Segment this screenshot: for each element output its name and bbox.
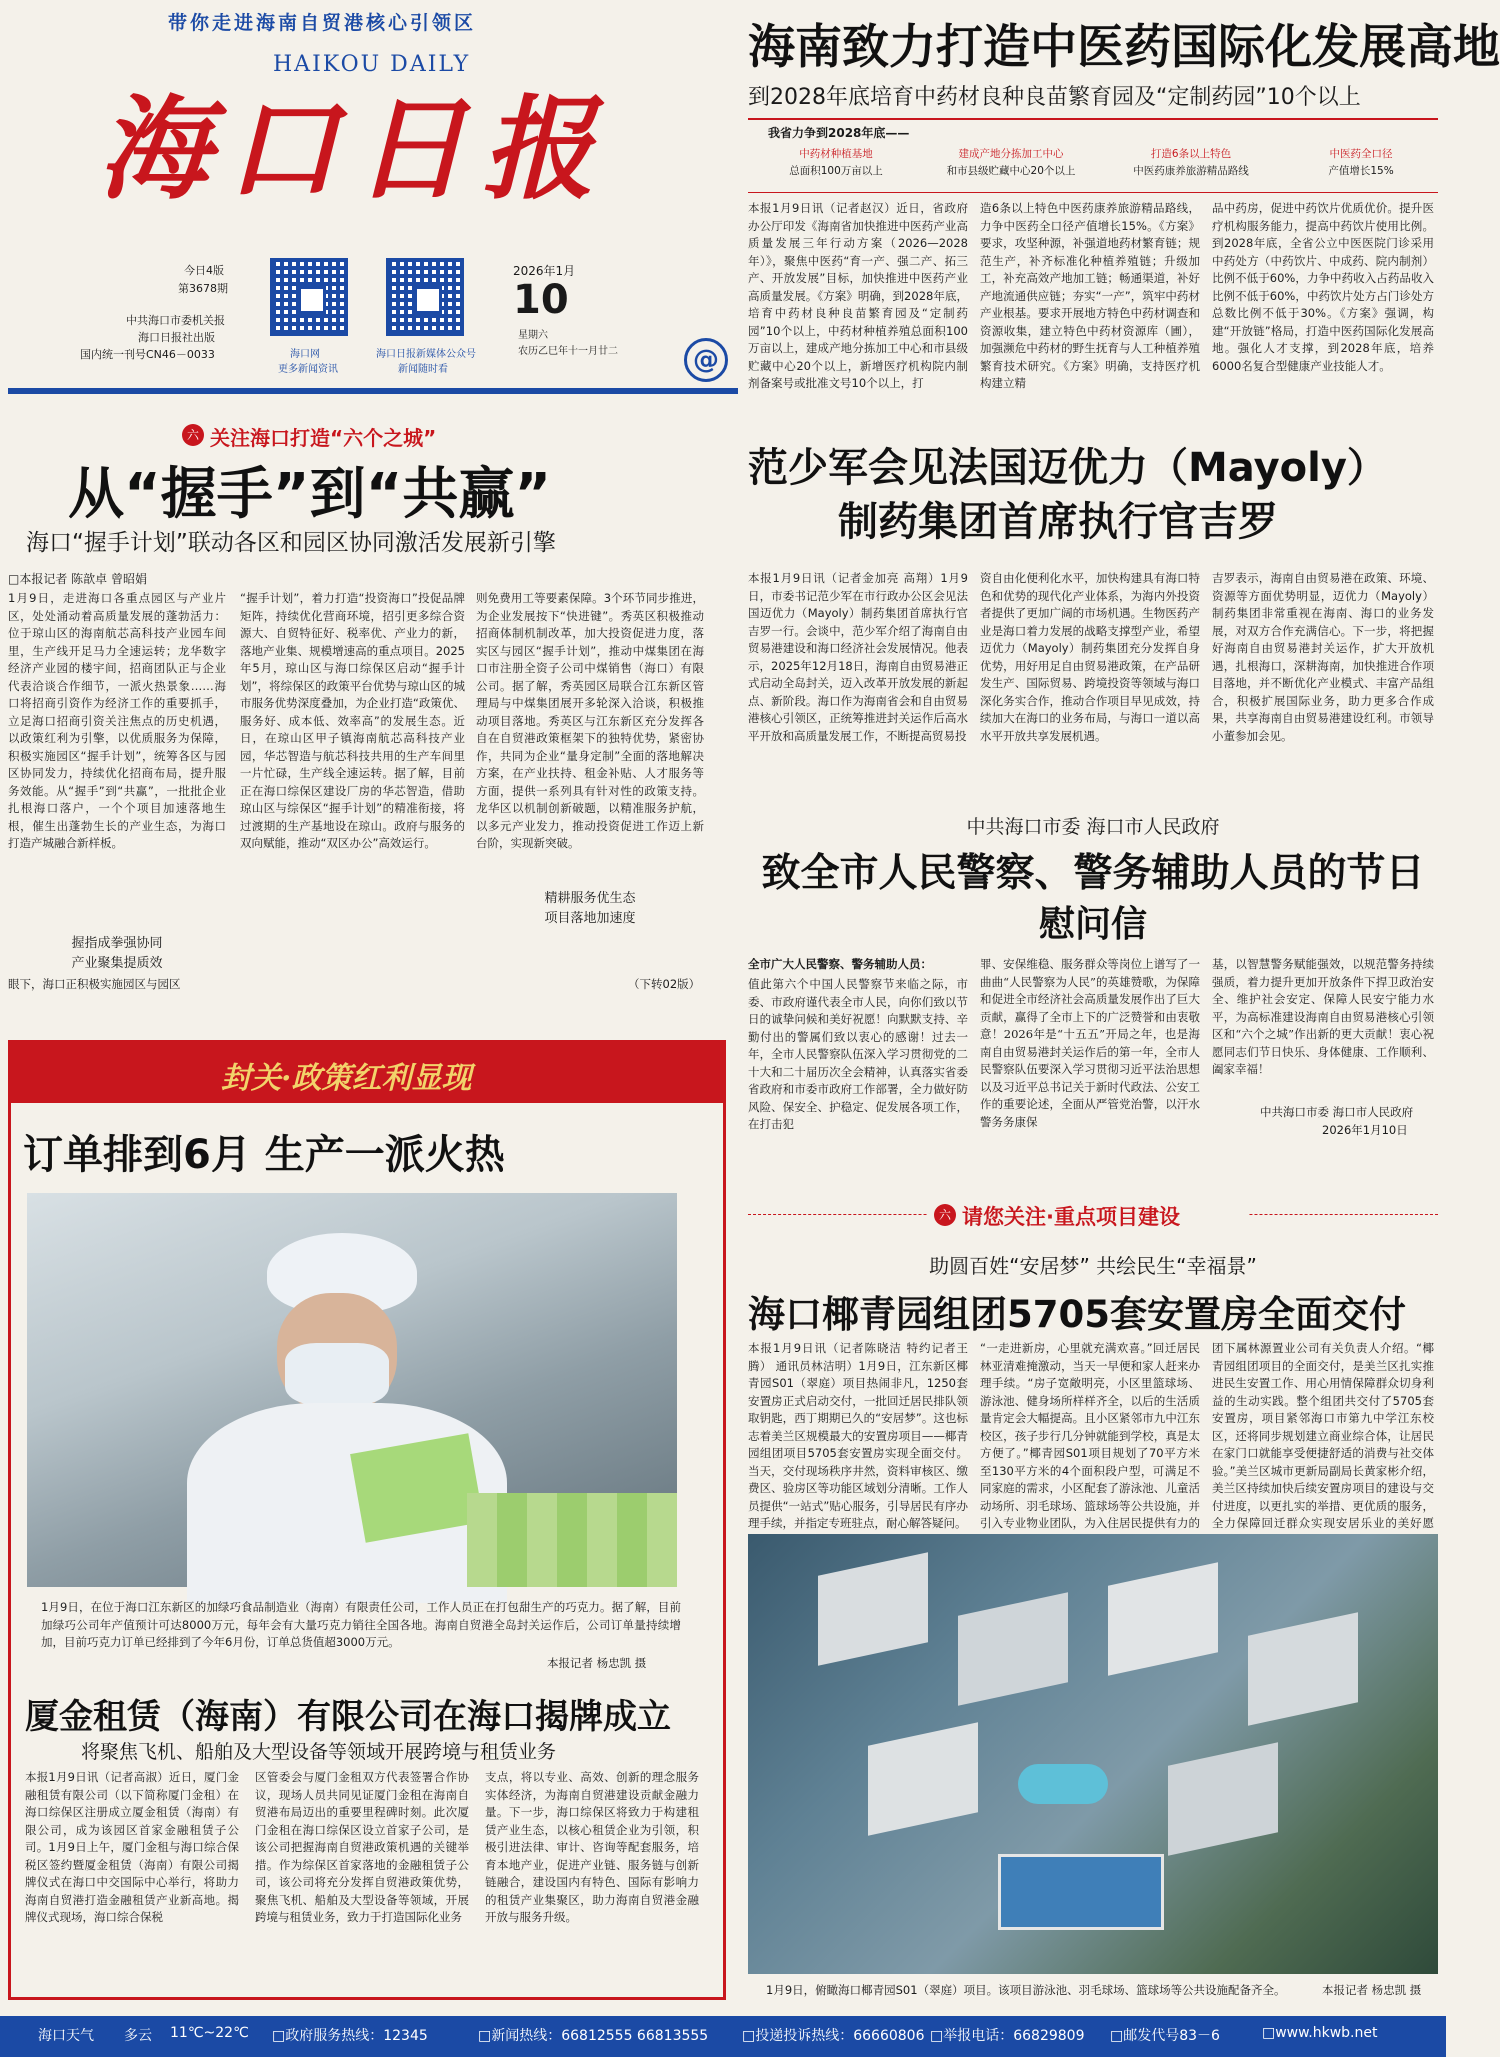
lunar-date: 农历乙巳年十一月廿二	[518, 346, 618, 357]
letter-story	[748, 808, 1438, 1184]
feature-photo[interactable]	[27, 1193, 677, 1587]
photo-worker-mask	[285, 1343, 389, 1405]
kicker-logo-icon-2: 六	[934, 1204, 956, 1226]
feature-headline[interactable]: 订单排到6月 生产一派火热	[23, 1132, 505, 1178]
photo-tower-1	[818, 1552, 928, 1665]
footer-weather-label: 海口天气	[38, 2028, 94, 2044]
masthead-english-name: HAIKOU DAILY	[273, 52, 471, 77]
figure-item-3	[1106, 146, 1276, 180]
project-aerial-photo[interactable]	[748, 1534, 1438, 1974]
figure-item-4-text: 产值增长15%	[1328, 165, 1394, 177]
callout-2-line-1: 握指成拳强协同	[71, 936, 163, 951]
masthead-logo: 海口日报	[98, 84, 610, 215]
figure-item-2-text: 和市县级贮藏中心20个以上	[946, 165, 1076, 177]
left-story-subhead: 海口“握手计划”联动各区和园区协同激活发展新引擎	[26, 530, 556, 556]
left-story-kicker: 关注海口打造“六个之城”	[210, 426, 437, 450]
photo-tower-3	[1108, 1562, 1218, 1675]
top-story-subhead: 到2028年底培育中药材良种良苗繁育园及“定制药园”10个以上	[748, 85, 1361, 110]
top-story-col-2: 造6条以上特色中医药康养旅游精品路线，力争中医药全口径产值增长15%。《方案》要求，攻坚种源，补强道地药材繁育链；规范生产，补齐标准化种植养殖链；升级加工，补充高效产地加工链；畅通渠道，补好产地流通供应链；夯实“一产”，筑牢中药材产业根基。要求开展地方特色中药材调查和资源收集，建立特色中药材资源库（圃），加强濒危中药材的野生抚育与人工种植养殖繁育技术研究。《方案》明确，支持医疗机构建立精	[980, 201, 1200, 390]
letter-headline[interactable]: 致全市人民警察、警务辅助人员的节日	[761, 851, 1425, 896]
publisher-line-1: 中共海口市委机关报	[126, 314, 225, 327]
letter-signature: 中共海口市委 海口市人民政府	[1260, 1105, 1414, 1119]
project-kicker: 请您关注·重点项目建设	[962, 1205, 1180, 1229]
project-photo-caption: 1月9日，俯瞰海口椰青园S01（翠庭）项目。该项目游泳池、羽毛球场、篮球场等公共设施配备齐全。	[766, 1983, 1286, 1997]
qr1-caption: 海口网	[290, 349, 320, 360]
xiamen-subhead: 将聚焦飞机、船舶及大型设备等领域开展跨境与租赁业务	[81, 1741, 557, 1763]
photo-tower-2	[958, 1592, 1068, 1705]
cn-code: 国内统一刊号CN46－0033	[80, 348, 215, 361]
project-subhead: 助圆百姓“安居梦” 共绘民生“幸福景”	[929, 1254, 1257, 1278]
callout-box-1	[476, 885, 704, 935]
photo-pool	[1018, 1764, 1108, 1804]
top-story-col-3: 品中药房，促进中药饮片优质优价。提升医疗机构服务能力，提高中药饮片使用比例。到2028年底，全省公立中医医院门诊采用中药处方（中药饮片、中成药、院内制剂）比例不低于60%，力争中药收入占药品收入比例不低于60%，中药饮片处方占门诊处方总数比例不低于30%。《方案》强调，构建“开放链”格局，打造中医药国际化发展高地。强化人才支撑，到2028年底，培养6000名复合型健康产业技能人才。	[1212, 201, 1434, 373]
feature-left	[8, 1040, 726, 2000]
issue-date-month: 2026年1月	[513, 264, 576, 278]
mayoly-col-3: 吉罗表示，海南自由贸易港在政策、环境、资源等方面优势明显，迈优力（Mayoly）制药集团非常重视在海南、海口的业务发展，对双方合作充满信心。下一步，将把握好海南自由贸易港封关运作，扩大开放机遇，扎根海口，深耕海南，加快推进合作项目落地，并不断优化产业模式、丰富产品组合，积极扩展国际业务，助力更多合作成果，共享海南自由贸易港建设红利。市领导小董参加会见。	[1212, 571, 1434, 743]
publisher-line-2: 海口日报社出版	[138, 331, 215, 344]
project-col-2: “一走进新房，心里就充满欢喜。”回迁居民林亚清难掩激动，当天一早便和家人赶来办理手续。“房子宽敞明亮，小区里篮球场、游泳池、健身场所样样齐全，以后的生活质量肯定会大幅提高。且小区紧邻市九中江东校区，孩子步行几分钟就能到学校，真是太方便了。”椰青园S01项目规划了70平方米至130平方米的4个面积段户型，可满足不同家庭的需求，小区配套了游泳池、儿童活动场所、羽毛球场、篮球场等公共设施，并引入专业物业团队，为入住居民提供有力的	[980, 1341, 1200, 1530]
letter-col-3: 基，以智慧警务赋能强效，以规范警务持续强质，着力提升更加开放条件下捍卫政治安全、维护社会安定、保障人民安宁能力水平，为高标准建设海南自由贸易港核心引领区和“六个之城”作出新的更大贡献！衷心祝愿同志们节日快乐、身体健康、工作顺利、阖家幸福！	[1212, 957, 1434, 1076]
footer-website[interactable]: □www.hkwb.net	[1262, 2025, 1378, 2041]
figure-item-2	[926, 146, 1096, 180]
figure-item-1-text: 总面积100万亩以上	[789, 165, 883, 177]
callout-box-2	[8, 930, 226, 980]
letter-col-1: 值此第六个中国人民警察节来临之际，市委、市政府谨代表全市人民，向你们致以节日的诚挚问候和美好祝愿！向默默支持、辛勤付出的警属们致以衷心的感谢！过去一年，全市人民警察队伍深入学习贯彻党的二十大和二十届历次全会精神，认真落实省委省政府和市委市政府工作部署，全力做好防风险、保安全、护稳定、促发展各项工作，在打击犯	[748, 977, 968, 1131]
weekday: 星期六	[518, 330, 548, 341]
footer-service-hotline: □政府服务热线：12345	[272, 2028, 428, 2044]
footer-report-hotline: □举报电话：66829809	[930, 2028, 1085, 2044]
masthead	[8, 0, 748, 396]
footer-news-hotline: □新闻热线：66812555 66813555	[478, 2028, 709, 2044]
footer-weather: 多云	[124, 2028, 152, 2044]
at-icon: @	[684, 338, 728, 382]
project-kicker-box	[928, 1200, 1248, 1230]
left-story-byline: □本报记者 陈歆卓 曾昭娟	[8, 572, 147, 586]
figure-box-title: 我省力争到2028年底——	[768, 126, 910, 140]
qr2-subcaption: 新闻随时看	[398, 364, 448, 375]
xiamen-col-1: 本报1月9日讯（记者高淑）近日，厦门金融租赁有限公司（以下简称厦门金租）在海口综保区注册成立厦金租赁（海南）有限公司，成为该园区首家金融租赁子公司。1月9日上午，厦门金租与海口综合保税区签约暨厦金租赁（海南）有限公司揭牌仪式在海口中交国际中心举行，将助力海南自贸港打造金融租赁产业新高地。揭牌仪式现场，海口综合保税	[25, 1770, 239, 1924]
photo-tower-4	[1248, 1612, 1358, 1725]
footer-postal-code: □邮发代号83－6	[1110, 2028, 1220, 2044]
figure-item-4-label: 中医药全口径	[1329, 148, 1393, 160]
xiamen-col-2: 区管委会与厦门金租双方代表签署合作协议，现场人员共同见证厦门金租在海南自贸港布局迈出的重要里程碑时刻。此次厦门金租在海口综保区设立首家子公司，是该公司把握海南自贸港政策机遇的关键举措。作为综保区首家落地的金融租赁子公司，该公司将充分发挥自贸港政策优势，聚焦飞机、船舶及大型设备等领域，开展跨境与租赁业务，致力于打造国际化业务	[255, 1770, 469, 1924]
mayoly-story	[748, 430, 1438, 800]
left-story-col-1: 1月9日，走进海口各重点园区与产业片区，处处涌动着高质量发展的蓬勃活力：位于琼山区的海南航芯高科技产业园车间里，生产线开足马力全速运转；龙华数字经济产业园的楼宇间，招商团队正与企业代表洽谈合作细节，一派火热景象……海口将招商引资作为经济工作的重要抓手，立足海口招商引资关注焦点的历史机遇，以政策红利为引擎，以优质服务为保障，积极实施园区“握手计划”，统筹各区与园区协同发力，持续优化招商布局，提升服务效能。从“握手”到“共赢”，一批批企业扎根海口落户，一个个项目加速落地生根，催生出蓬勃生长的产业生态，为海口打造产城融合新样板。	[8, 591, 226, 850]
edition-count: 今日4版	[184, 264, 224, 277]
top-story-figure-box	[748, 118, 1438, 193]
continued-marker[interactable]: （下转02版）	[628, 977, 701, 991]
figure-item-2-label: 建成产地分拣加工中心	[958, 148, 1064, 160]
qr2-caption: 海口日报新媒体公众号	[376, 349, 476, 360]
letter-col-2: 罪、安保维稳、服务群众等岗位上谱写了一曲曲“人民警察为人民”的英雄赞歌，为保障和促进全市经济社会高质量发展作出了巨大贡献，赢得了全市上下的广泛赞誉和由衷敬意！2026年是“十五五”开局之年，也是海南自由贸易港封关运作后的第一年，全市人民警察队伍要深入学习贯彻习近平法治思想以及习近平总书记关于新时代政法、公安工作的重要论述，全面从严管党治警，以汗水警务务康保	[980, 957, 1200, 1129]
feature-photo-caption: 1月9日，在位于海口江东新区的加绿巧食品制造业（海南）有限责任公司，工作人员正在打包甜生产的巧克力。据了解，目前加绿巧公司年产值预计可达8000万元，每年会有大量巧克力销往全国各地。海南自贸港全岛封关运作后，公司订单量持续增加，目前巧克力订单已经排到了今年6月份，订单总货值超3000万元。	[41, 1600, 681, 1649]
feature-photo-credit: 本报记者 杨忠凯 摄	[547, 1656, 647, 1670]
letter-salutation: 全市广大人民警察、警务辅助人员：	[748, 957, 932, 971]
project-story	[748, 1200, 1438, 2008]
photo-courts	[998, 1854, 1164, 1930]
footer-complaint-hotline: □投递投诉热线：66660806	[742, 2028, 925, 2044]
photo-tower-5	[868, 1722, 978, 1835]
feature-banner-text: 封关·政策红利显现	[221, 1061, 472, 1096]
figure-item-1	[756, 146, 916, 180]
letter-headline-2[interactable]: 慰问信	[1038, 904, 1147, 945]
xiamen-col-3: 支点，将以专业、高效、创新的理念服务实体经济，为海南自贸港建设贡献金融力量。下一步，海口综保区将致力于构建租赁产业生态，以核心租赁企业为引领，积极引进法律、审计、咨询等配套服务，培育本地产业，促进产业链、服务链与创新链融合，建设国内有特色、国际有影响力的租赁产业集聚区，助力海南自贸港金融开放与服务升级。	[485, 1770, 699, 1924]
top-story-headline[interactable]: 海南致力打造中医药国际化发展高地	[748, 20, 1500, 75]
mayoly-headline-2[interactable]: 制药集团首席执行官吉罗	[838, 499, 1278, 545]
top-story-col-1: 本报1月9日讯（记者赵汉）近日，省政府办公厅印发《海南省加快推进中医药产业高质量发展三年行动方案（2026—2028年）》，聚焦中医药“育一产、强二产、拓三产、开放发展”目标，加快推进中医药产业高质量发展。《方案》明确，到2028年底，培育中药材良种良苗繁育园及“定制药园”10个以上，中药材种植养殖总面积100万亩以上，建成产地分拣加工中心和市县级贮藏中心20个以上，新增医疗机构院内制剂备案号或批准文号10个以上，打	[748, 201, 968, 390]
project-headline[interactable]: 海口椰青园组团5705套安置房全面交付	[748, 1293, 1406, 1336]
letter-sign-date: 2026年1月10日	[1322, 1123, 1408, 1137]
qr1-subcaption: 更多新闻资讯	[278, 364, 338, 375]
left-story-col-2: “握手计划”，着力打造“投资海口”投促品牌矩阵，持续优化营商环境，招引更多综合资源大、自贸特征好、税率优、产业力的新，落地产业集、规模增速高的重点项目。2025年5月，琼山区与海口综保区启动“握手计划”，将综保区的政策平台优势与琼山区的城市服务优势深度叠加，为企业打造“政策优、服务好、成本低、效率高”的发展生态。近日，在琼山区甲子镇海南航芯高科技产业园，华芯智造与航芯科技共用的生产车间里一片忙碌，生产线全速运转。据了解，目前正在海口综保区建设厂房的华芯智造，借助琼山区与综保区“握手计划”的精准衔接，将过渡期的生产基地设在琼山。政府与服务的双向赋能，推动“双区办公”高效运行。	[240, 591, 465, 850]
feature-banner	[11, 1043, 723, 1103]
left-story-tail: 眼下，海口正积极实施园区与园区	[8, 977, 181, 991]
mayoly-headline-1[interactable]: 范少军会见法国迈优力（Mayoly）	[748, 445, 1387, 491]
issue-date-day: 10	[513, 277, 569, 323]
photo-product-stack	[467, 1493, 677, 1587]
footer-temp: 11℃~22℃	[170, 2025, 249, 2041]
masthead-rule	[8, 388, 738, 394]
callout-1-line-1: 精耕服务优生态	[544, 891, 636, 906]
top-story	[748, 0, 1500, 426]
callout-2-line-2: 产业聚集提质效	[71, 956, 163, 971]
callout-1-line-2: 项目落地加速度	[544, 911, 636, 926]
kicker-logo-icon: 六	[182, 424, 204, 446]
mayoly-col-1: 本报1月9日讯（记者金加亮 高翔）1月9日，市委书记范少军在市行政办公区会见法国迈优力（Mayoly）制药集团首席执行官吉罗一行。会谈中，范少军介绍了海南自由贸易港建设和海口经济社会发展情况。他表示，2025年12月18日，海南自由贸易港正式启动全岛封关，迈入改革开放发展的新起点、新阶段。海口作为海南省会和自由贸易港核心引领区，正统筹推进封关运作后高水平开放和高质量发展工作，不断提高贸易投	[748, 571, 968, 743]
project-col-3: 团下属林源置业公司有关负责人介绍。“椰青园组团项目的全面交付，是美兰区扎实推进民生安置工作、用心用情保障群众切身利益的生动实践。整个组团共交付了5705套安置房，项目紧邻海口市第九中学江东校区，还将同步规划建立商业综合体，让居民在家门口就能享受便捷舒适的消费与社交体验。”美兰区城市更新局副局长黄家彬介绍，美兰区持续加快后续安置房项目的建设与交付进度，以更扎实的举措、更优质的服务，全力保障回迁群众实现安居乐业的美好愿	[1212, 1341, 1434, 1530]
qr-code-haikou-net[interactable]	[270, 258, 348, 336]
figure-item-4	[1286, 146, 1436, 180]
figure-item-1-label: 中药材种植基地	[799, 148, 873, 160]
photo-tower-6	[1168, 1742, 1278, 1855]
qr-code-wechat[interactable]	[386, 258, 464, 336]
letter-issuer: 中共海口市委 海口市人民政府	[966, 816, 1220, 838]
figure-item-3-text: 中医药康养旅游精品路线	[1133, 165, 1249, 177]
mayoly-col-2: 资自由化便利化水平，加快构建具有海口特色和优势的现代化产业体系，为海内外投资者提供了更加广阔的市场机遇。生物医药产业是海口着力发展的战略支撑型产业，希望迈优力（Mayoly）制药集团充分发挥自身优势，用好用足自由贸易港政策，在产品研发生产、国际贸易、跨境投资等领域与海口深化务实合作，推动合作项目早见成效，持续加大在海口的业务布局，与海口一道以高水平开放共享发展机遇。	[980, 571, 1200, 743]
masthead-slogan: 带你走进海南自贸港核心引领区	[168, 12, 477, 34]
left-story	[8, 420, 728, 1000]
issue-number: 第3678期	[178, 282, 228, 295]
figure-item-3-label: 打造6条以上特色	[1150, 148, 1232, 160]
left-story-col-3: 则免费用工等要素保障。3个环节同步推进，为企业发展按下“快进键”。秀英区积极推动招商体制机制改革，加大投资促进力度，落实区与园区“握手计划”，推动中煤集团在海口市注册全资子公司中煤销售（海口）有限公司。据了解，秀英园区局联合江东新区管理局与中煤集团展开多轮深入洽谈，积极推动项目落地。秀英区与江东新区充分发挥各自在自贸港政策框架下的独特优势，紧密协作，共同为企业“量身定制”全面的落地解决方案，在产业扶持、租金补贴、人才服务等方面，提供一系列具有针对性的政策支持。龙华区以机制创新破题，以精准服务护航，以多元产业发力，推动投资促进工作迈上新台阶，实现新突破。	[476, 591, 704, 850]
xiamen-headline[interactable]: 厦金租赁（海南）有限公司在海口揭牌成立	[25, 1697, 671, 1737]
left-story-headline[interactable]: 从“握手”到“共赢”	[68, 462, 552, 527]
project-col-1: 本报1月9日讯（记者陈晓洁 特约记者王腾） 通讯员林洁明）1月9日，江东新区椰青园S01（翠庭）项目热闹非凡，1250套安置房正式启动交付，一批回迁居民排队领取钥匙，西丁期期已久的“安居梦”。这也标志着美兰区规模最大的安置房项目——椰青园组团项目5705套安置房实现全面交付。当天，交付现场秩序井然，资料审核区、缴费区、验房区等功能区域划分清晰。工作人员提供“一站式”贴心服务，引导居民有序办理手续，并指定专班驻点，耐心解答疑问。	[748, 1341, 968, 1530]
project-photo-credit: 本报记者 杨忠凯 摄	[1322, 1983, 1422, 1997]
